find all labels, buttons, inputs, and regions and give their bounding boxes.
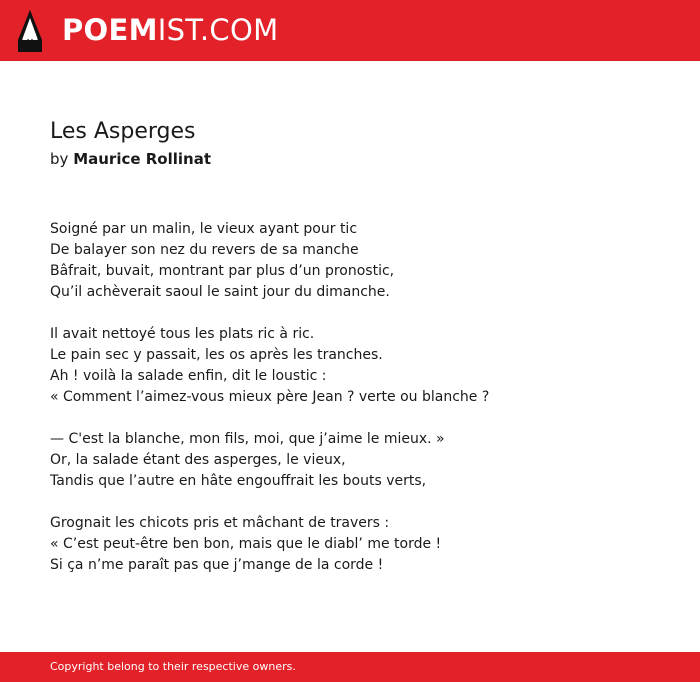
poem-line: « Comment l’aimez-vous mieux père Jean ? verte ou blanche ?: [50, 389, 490, 405]
poem-line: Il avait nettoyé tous les plats ric à ric.: [50, 326, 315, 342]
poem-line: Qu’il achèverait saoul le saint jour du dimanche.: [50, 284, 390, 300]
poem-line: — C'est la blanche, mon fils, moi, que j’aime le mieux. »: [50, 431, 445, 447]
poem-line: De balayer son nez du revers de sa manche: [50, 242, 359, 258]
poem-line: Or, la salade étant des asperges, le vieux,: [50, 452, 346, 468]
site-header: [0, 0, 700, 61]
author-name: Maurice Rollinat: [73, 150, 211, 168]
stanza: [50, 429, 670, 492]
stanza: [50, 324, 670, 408]
poem-line: Soigné par un malin, le vieux ayant pour tic: [50, 221, 358, 237]
poem-line: Grognait les chicots pris et mâchant de travers :: [50, 515, 390, 531]
poem-line: Tandis que l’autre en hâte engouffrait les bouts verts,: [50, 473, 427, 489]
poem-body: [50, 219, 670, 597]
poem-line: Si ça n’me paraît pas que j’mange de la corde !: [50, 557, 384, 573]
poem-line: « C’est peut-être ben bon, mais que le diabl’ me torde !: [50, 536, 442, 552]
poem-line: Bâfrait, buvait, montrant par plus d’un pronostic,: [50, 263, 395, 279]
site-footer: [0, 652, 700, 682]
poem-line: Le pain sec y passait, les os après les tranches.: [50, 347, 383, 363]
copyright-text: Copyright belong to their respective owners.: [50, 660, 296, 673]
site-logo-text[interactable]: [62, 12, 278, 48]
pencil-icon[interactable]: [18, 10, 42, 52]
by-label: by: [50, 150, 69, 168]
poem-byline: [50, 149, 211, 169]
poem-title: Les Asperges: [50, 119, 196, 144]
stanza: [50, 513, 670, 576]
stanza: [50, 219, 670, 303]
poem-line: Ah ! voilà la salade enfin, dit le loustic :: [50, 368, 327, 384]
brand-bold: POEM: [62, 13, 158, 47]
brand-light: IST.COM: [157, 13, 279, 47]
